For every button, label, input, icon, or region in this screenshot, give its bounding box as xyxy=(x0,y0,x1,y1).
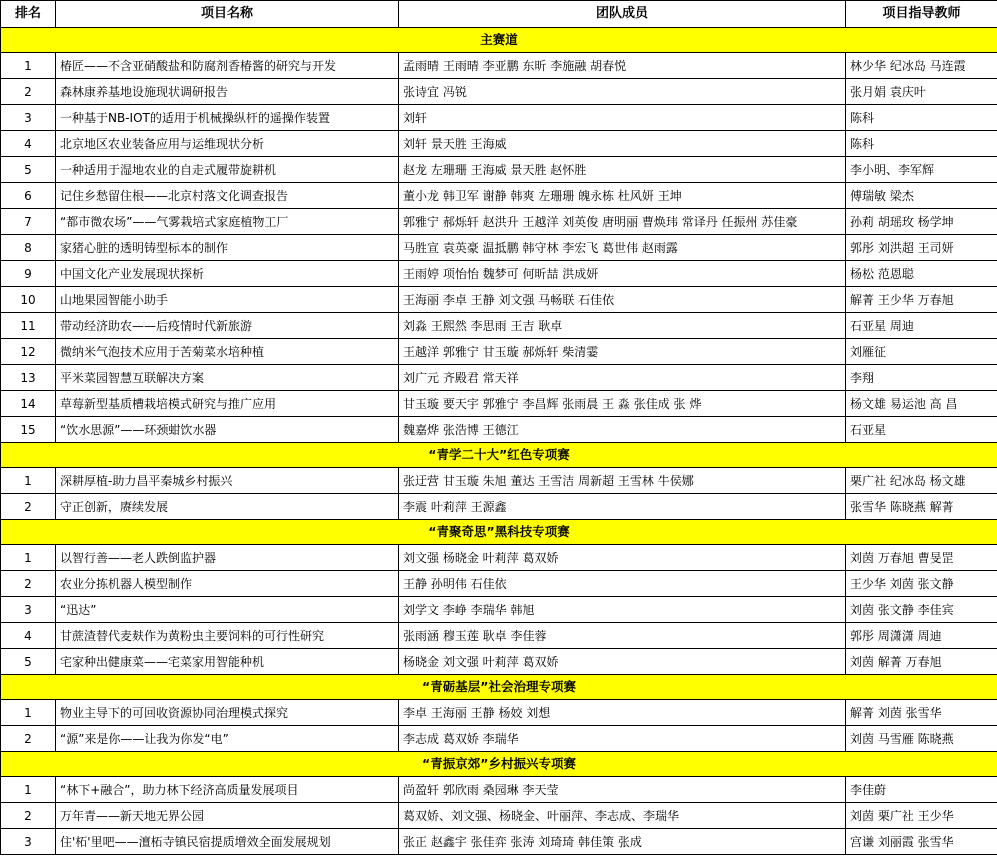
advisors-cell: 解菁 刘茵 张雪华 xyxy=(846,700,997,726)
table-row xyxy=(1,313,997,339)
section-header-row xyxy=(1,28,997,53)
rank-cell: 8 xyxy=(1,235,56,261)
table-row xyxy=(1,53,997,79)
table-row xyxy=(1,494,997,520)
table-row xyxy=(1,829,997,855)
team-members-cell: 李志成 葛双娇 李瑞华 xyxy=(399,726,846,752)
table-row xyxy=(1,183,997,209)
rank-cell: 14 xyxy=(1,391,56,417)
rank-cell: 2 xyxy=(1,494,56,520)
team-members-cell: 王海丽 李卓 王静 刘文强 马畅联 石佳依 xyxy=(399,287,846,313)
team-members-cell: 张正 赵鑫宇 张佳弈 张涛 刘琦琦 韩佳策 张成 xyxy=(399,829,846,855)
rank-cell: 5 xyxy=(1,157,56,183)
advisors-cell: 刘茵 解菁 万春旭 xyxy=(846,649,997,675)
project-name-cell: 草莓新型基质槽栽培模式研究与推广应用 xyxy=(56,391,399,417)
section-title: “青振京郊”乡村振兴专项赛 xyxy=(1,752,997,777)
rank-cell: 10 xyxy=(1,287,56,313)
table-row xyxy=(1,700,997,726)
rank-cell: 9 xyxy=(1,261,56,287)
section-title: “青聚奇思”黑科技专项赛 xyxy=(1,520,997,545)
section-header-row xyxy=(1,443,997,468)
table-row xyxy=(1,545,997,571)
advisors-cell: 傅瑞敏 梁杰 xyxy=(846,183,997,209)
project-name-cell: 宅家种出健康菜——宅菜家用智能种机 xyxy=(56,649,399,675)
table-row xyxy=(1,391,997,417)
project-name-cell: 以智行善——老人跌倒监护器 xyxy=(56,545,399,571)
advisors-cell: 杨文雄 易运池 高 昌 xyxy=(846,391,997,417)
team-members-cell: 郭雅宁 郝烁轩 赵洪升 王越洋 刘英俊 唐明丽 曹焕玮 常译丹 任振州 苏佳豪 xyxy=(399,209,846,235)
advisors-cell: 陈科 xyxy=(846,105,997,131)
project-name-cell: 家猪心脏的透明铸型标本的制作 xyxy=(56,235,399,261)
team-members-cell: 董小龙 韩卫军 谢静 韩爽 左珊珊 魄永栋 杜风妍 王坤 xyxy=(399,183,846,209)
project-name-cell: 农业分拣机器人模型制作 xyxy=(56,571,399,597)
table-row xyxy=(1,105,997,131)
advisors-cell: 宫谦 刘丽霞 张雪华 xyxy=(846,829,997,855)
section-header-row xyxy=(1,520,997,545)
table-row xyxy=(1,261,997,287)
project-name-cell: 甘蔗渣替代麦麸作为黄粉虫主要饲料的可行性研究 xyxy=(56,623,399,649)
header-team-members: 团队成员 xyxy=(399,1,846,28)
advisors-cell: 李佳蔚 xyxy=(846,777,997,803)
team-members-cell: 刘学文 李峥 李瑞华 韩旭 xyxy=(399,597,846,623)
advisors-cell: 郭彤 刘洪超 王司妍 xyxy=(846,235,997,261)
project-name-cell: “都市微农场”——气雾栽培式家庭植物工厂 xyxy=(56,209,399,235)
rank-cell: 2 xyxy=(1,726,56,752)
rank-cell: 1 xyxy=(1,545,56,571)
project-name-cell: “源”来是你——让我为你发“电” xyxy=(56,726,399,752)
team-members-cell: 王静 孙明伟 石佳依 xyxy=(399,571,846,597)
project-name-cell: 万年青——新天地无界公园 xyxy=(56,803,399,829)
project-name-cell: 平米菜园智慧互联解决方案 xyxy=(56,365,399,391)
table-row xyxy=(1,468,997,494)
rank-cell: 5 xyxy=(1,649,56,675)
advisors-cell: 陈科 xyxy=(846,131,997,157)
table-row xyxy=(1,649,997,675)
header-advisors: 项目指导教师 xyxy=(846,1,997,28)
rank-cell: 4 xyxy=(1,623,56,649)
project-name-cell: 中国文化产业发展现状探析 xyxy=(56,261,399,287)
advisors-cell: 栗广社 纪冰岛 杨文雄 xyxy=(846,468,997,494)
rank-cell: 4 xyxy=(1,131,56,157)
rank-cell: 3 xyxy=(1,597,56,623)
team-members-cell: 葛双娇、刘文强、杨晓金、叶丽萍、李志成、李瑞华 xyxy=(399,803,846,829)
project-name-cell: 山地果园智能小助手 xyxy=(56,287,399,313)
rank-cell: 2 xyxy=(1,79,56,105)
table-row xyxy=(1,777,997,803)
table-row xyxy=(1,339,997,365)
section-title: “青砺基层”社会治理专项赛 xyxy=(1,675,997,700)
rank-cell: 1 xyxy=(1,700,56,726)
project-name-cell: 一种适用于湿地农业的自走式履带旋耕机 xyxy=(56,157,399,183)
project-name-cell: 椿匠——不含亚硝酸盐和防腐剂香椿酱的研究与开发 xyxy=(56,53,399,79)
section-title: 主赛道 xyxy=(1,28,997,53)
rank-cell: 2 xyxy=(1,803,56,829)
team-members-cell: 甘玉璇 要天宇 郭雅宁 李昌辉 张雨晨 王 淼 张佳成 张 烨 xyxy=(399,391,846,417)
team-members-cell: 刘轩 xyxy=(399,105,846,131)
rank-cell: 7 xyxy=(1,209,56,235)
rank-cell: 13 xyxy=(1,365,56,391)
header-project-name: 项目名称 xyxy=(56,1,399,28)
project-name-cell: 一种基于NB-IOT的适用于机械操纵杆的遥操作装置 xyxy=(56,105,399,131)
team-members-cell: 刘广元 齐殿君 常天祥 xyxy=(399,365,846,391)
team-members-cell: 李震 叶莉萍 王源鑫 xyxy=(399,494,846,520)
rank-cell: 1 xyxy=(1,468,56,494)
team-members-cell: 张雨涵 穆玉莲 耿卓 李佳蓉 xyxy=(399,623,846,649)
table-row xyxy=(1,157,997,183)
project-name-cell: 深耕厚植-助力昌平秦城乡村振兴 xyxy=(56,468,399,494)
team-members-cell: 李卓 王海丽 王静 杨姣 刘想 xyxy=(399,700,846,726)
project-name-cell: 记住乡愁留住根——北京村落文化调查报告 xyxy=(56,183,399,209)
table-header xyxy=(1,1,997,28)
rank-cell: 15 xyxy=(1,417,56,443)
advisors-cell: 张月娟 袁庆叶 xyxy=(846,79,997,105)
table-row xyxy=(1,235,997,261)
advisors-cell: 石亚星 xyxy=(846,417,997,443)
table-row xyxy=(1,623,997,649)
table-row xyxy=(1,79,997,105)
project-name-cell: “饮水思源”——环颈蚶饮水器 xyxy=(56,417,399,443)
team-members-cell: 张诗宜 冯锐 xyxy=(399,79,846,105)
project-name-cell: 北京地区农业装备应用与运维现状分析 xyxy=(56,131,399,157)
table-row xyxy=(1,131,997,157)
advisors-cell: 解菁 王少华 万春旭 xyxy=(846,287,997,313)
rank-cell: 1 xyxy=(1,777,56,803)
project-name-cell: 守正创新，赓续发展 xyxy=(56,494,399,520)
project-name-cell: 森林康养基地设施现状调研报告 xyxy=(56,79,399,105)
rank-cell: 2 xyxy=(1,571,56,597)
table-row xyxy=(1,209,997,235)
team-members-cell: 刘文强 杨晓金 叶莉萍 葛双娇 xyxy=(399,545,846,571)
project-name-cell: 物业主导下的可回收资源协同治理模式探究 xyxy=(56,700,399,726)
team-members-cell: 张迂营 甘玉璇 朱旭 董达 王雪洁 周新超 王雪林 牛侯娜 xyxy=(399,468,846,494)
table-row xyxy=(1,417,997,443)
advisors-cell: 刘茵 万春旭 曹旻罡 xyxy=(846,545,997,571)
advisors-cell: 刘茵 张文静 李佳宾 xyxy=(846,597,997,623)
advisors-cell: 林少华 纪冰岛 马连霞 xyxy=(846,53,997,79)
team-members-cell: 王越洋 郭雅宁 甘玉璇 郝烁轩 柴清霎 xyxy=(399,339,846,365)
team-members-cell: 孟雨晴 王雨晴 李亚鹏 东昕 李施融 胡春悦 xyxy=(399,53,846,79)
advisors-cell: 刘茵 栗广社 王少华 xyxy=(846,803,997,829)
team-members-cell: 尚盈轩 郭欣雨 桑园琳 李天莹 xyxy=(399,777,846,803)
advisors-cell: 刘茵 马雪雁 陈晓燕 xyxy=(846,726,997,752)
table-row xyxy=(1,287,997,313)
project-name-cell: “林下+融合”，助力林下经济高质量发展项目 xyxy=(56,777,399,803)
advisors-cell: 郭彤 周潇潇 周迪 xyxy=(846,623,997,649)
rank-cell: 1 xyxy=(1,53,56,79)
rank-cell: 12 xyxy=(1,339,56,365)
project-name-cell: “迅达” xyxy=(56,597,399,623)
project-name-cell: 微纳米气泡技术应用于苦菊菜水培种植 xyxy=(56,339,399,365)
header-rank: 排名 xyxy=(1,1,56,28)
table-body xyxy=(1,28,997,855)
project-name-cell: 带动经济助农——后疫情时代新旅游 xyxy=(56,313,399,339)
rank-cell: 3 xyxy=(1,105,56,131)
table-row xyxy=(1,803,997,829)
team-members-cell: 马胜宣 袁英豪 温抵鹏 韩守林 李宏飞 葛世伟 赵雨露 xyxy=(399,235,846,261)
advisors-cell: 李小明、李军辉 xyxy=(846,157,997,183)
rank-cell: 3 xyxy=(1,829,56,855)
section-header-row xyxy=(1,752,997,777)
advisors-cell: 王少华 刘茵 张文静 xyxy=(846,571,997,597)
team-members-cell: 刘轩 景天胜 王海威 xyxy=(399,131,846,157)
section-title: “青学二十大”红色专项赛 xyxy=(1,443,997,468)
advisors-cell: 孙莉 胡瑶玫 杨学坤 xyxy=(846,209,997,235)
table-row xyxy=(1,726,997,752)
team-members-cell: 杨晓金 刘文强 叶莉萍 葛双娇 xyxy=(399,649,846,675)
header-row xyxy=(1,1,997,28)
table-row xyxy=(1,571,997,597)
advisors-cell: 石亚星 周迪 xyxy=(846,313,997,339)
project-name-cell: 住'柘'里吧——澶柘寺镇民宿提质增效全面发展规划 xyxy=(56,829,399,855)
table-row xyxy=(1,597,997,623)
team-members-cell: 刘淼 王熙然 李思雨 王吉 耿卓 xyxy=(399,313,846,339)
team-members-cell: 王雨婷 项怡怡 魏梦可 何昕喆 洪成妍 xyxy=(399,261,846,287)
rank-cell: 6 xyxy=(1,183,56,209)
advisors-cell: 张雪华 陈晓燕 解菁 xyxy=(846,494,997,520)
advisors-cell: 李翔 xyxy=(846,365,997,391)
rank-cell: 11 xyxy=(1,313,56,339)
section-header-row xyxy=(1,675,997,700)
table-row xyxy=(1,365,997,391)
team-members-cell: 魏嘉烨 张浩博 王德江 xyxy=(399,417,846,443)
advisors-cell: 刘雁征 xyxy=(846,339,997,365)
team-members-cell: 赵龙 左珊珊 王海威 景天胜 赵怀胜 xyxy=(399,157,846,183)
advisors-cell: 杨松 范恩聪 xyxy=(846,261,997,287)
